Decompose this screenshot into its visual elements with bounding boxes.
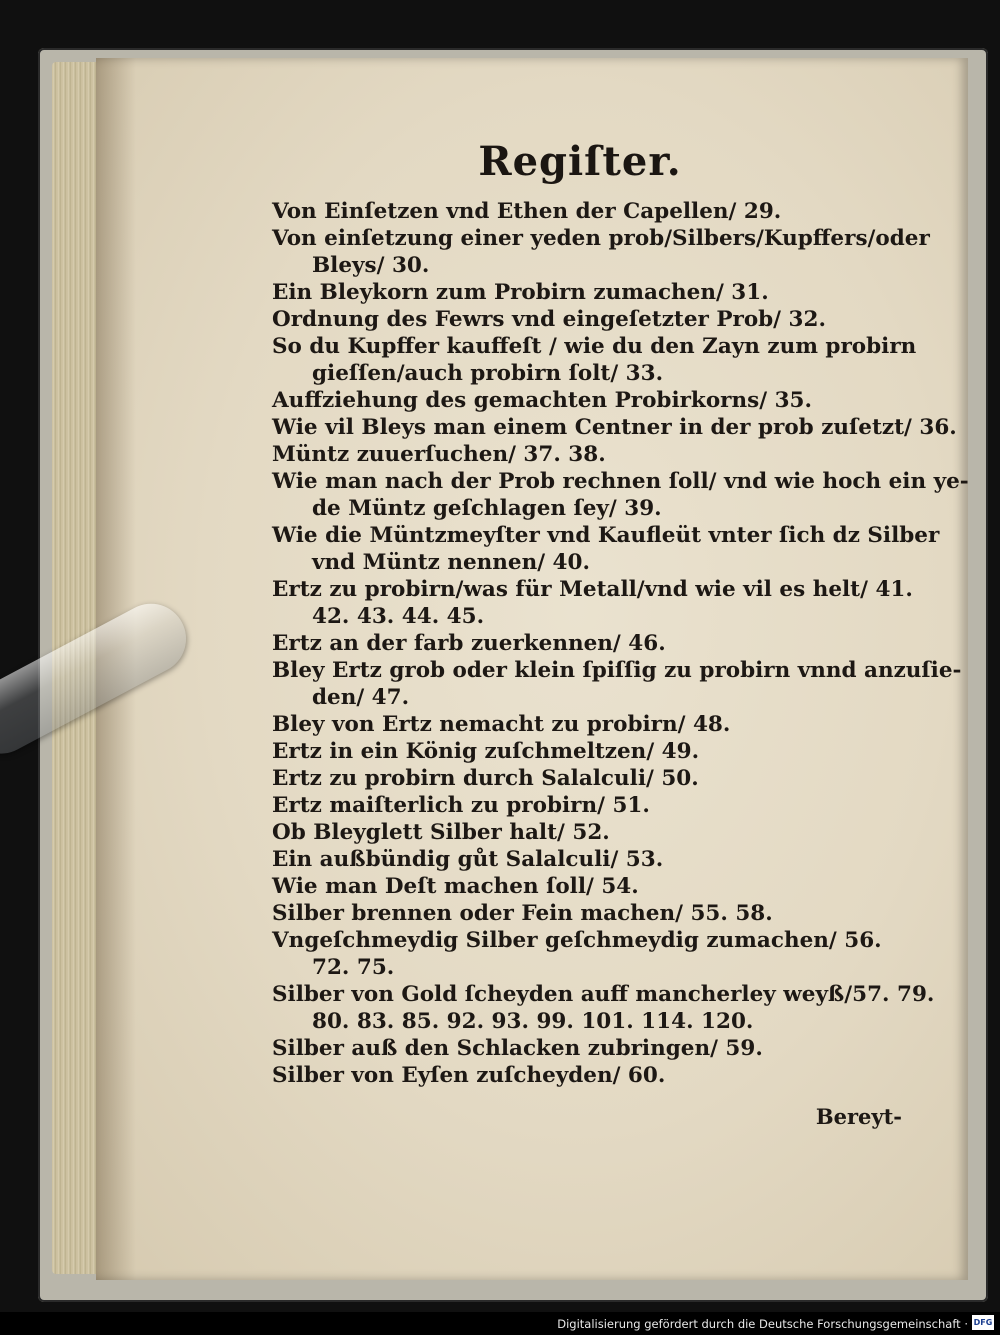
register-entry <box>272 576 912 630</box>
register-entry <box>272 792 912 819</box>
entry-line: Ein Bleykorn zum Probirn zumachen/ 31. <box>272 280 769 305</box>
entry-line: So du Kupffer kauffeſt / wie du den Zayn zum probirn <box>272 334 917 359</box>
entry-line: Silber von Gold ſcheyden auff mancherley weyß/57. 79. <box>272 982 935 1007</box>
register-entry <box>272 387 912 414</box>
register-list <box>272 198 969 1089</box>
register-entry <box>272 306 912 333</box>
register-entry <box>272 873 912 900</box>
register-entry <box>272 333 917 387</box>
page-title: Regiſter. <box>478 138 682 185</box>
entry-continuation: gieſſen/auch probirn ſolt/ 33. <box>312 361 664 386</box>
entry-line: Von einſetzung einer yeden prob/Silbers/Kupffers/oder <box>272 226 930 251</box>
entry-line: Ob Bleyglett Silber halt/ 52. <box>272 820 610 845</box>
entry-line: Ordnung des Fewrs vnd eingeſetzter Prob/ 32. <box>272 307 826 332</box>
register-entry <box>272 657 962 711</box>
catchword: Bereyt- <box>815 1104 902 1129</box>
entry-continuation: de Müntz geſchlagen ſey/ 39. <box>312 496 662 521</box>
register-entry <box>272 198 912 225</box>
entry-line: Auffziehung des gemachten Probirkorns/ 35. <box>272 388 812 413</box>
entry-line: Bley Ertz grob oder klein ſpiſſig zu probirn vnnd anzuſie- <box>272 658 962 683</box>
register-entry <box>272 468 969 522</box>
entry-line: Bley von Ertz nemacht zu probirn/ 48. <box>272 712 731 737</box>
register-entry <box>272 738 912 765</box>
entry-continuation: Bleys/ 30. <box>312 253 430 278</box>
entry-continuation: den/ 47. <box>312 685 410 710</box>
entry-continuation: 72. 75. <box>312 955 395 980</box>
entry-line: Von Einſetzen vnd Ethen der Capellen/ 29. <box>272 199 782 224</box>
entry-line: Vngeſchmeydig Silber geſchmeydig zumachen/ 56. <box>272 928 882 953</box>
entry-line: Wie man Deſt machen ſoll/ 54. <box>272 874 639 899</box>
entry-line: Ertz in ein König zuſchmeltzen/ 49. <box>272 739 700 764</box>
entry-continuation: 42. 43. 44. 45. <box>312 604 485 629</box>
register-entry <box>272 279 912 306</box>
entry-line: Wie vil Bleys man einem Centner in der prob zuſetzt/ 36. <box>272 415 957 440</box>
entry-line: Ertz zu probirn/was für Metall/vnd wie vil es helt/ 41. <box>272 577 913 602</box>
entry-line: Wie man nach der Prob rechnen ſoll/ vnd wie hoch ein ye- <box>272 469 969 494</box>
register-entry <box>272 225 930 279</box>
register-entry <box>272 765 912 792</box>
register-entry <box>272 981 935 1035</box>
register-entry <box>272 441 912 468</box>
register-entry <box>272 522 940 576</box>
entry-line: Silber von Eyſen zuſcheyden/ 60. <box>272 1063 666 1088</box>
entry-continuation: vnd Müntz nennen/ 40. <box>312 550 590 575</box>
entry-line: Müntz zuuerſuchen/ 37. 38. <box>272 442 606 467</box>
entry-line: Ertz zu probirn durch Salalculi/ 50. <box>272 766 699 791</box>
entry-continuation: 80. 83. 85. 92. 93. 99. 101. 114. 120. <box>312 1009 754 1034</box>
entry-line: Wie die Müntzmeyſter vnd Kaufleüt vnter ſich dz Silber <box>272 523 940 548</box>
register-entry <box>272 900 912 927</box>
entry-line: Ertz an der farb zuerkennen/ 46. <box>272 631 666 656</box>
register-entry <box>272 414 957 441</box>
entry-line: Silber brennen oder Fein machen/ 55. 58. <box>272 901 773 926</box>
register-entry <box>272 711 912 738</box>
dfg-logo: DFG <box>972 1315 994 1330</box>
register-entry <box>272 819 912 846</box>
entry-line: Ein außbündig gůt Salalculi/ 53. <box>272 847 664 872</box>
register-entry <box>272 1035 912 1062</box>
register-entry <box>272 630 912 657</box>
register-entry <box>272 1062 912 1089</box>
entry-line: Silber auß den Schlacken zubringen/ 59. <box>272 1036 763 1061</box>
funding-credit: Digitalisierung gefördert durch die Deutsche Forschungsgemeinschaft · <box>557 1317 968 1331</box>
register-entry <box>272 846 912 873</box>
register-entry <box>272 927 912 981</box>
entry-line: Ertz maiſterlich zu probirn/ 51. <box>272 793 650 818</box>
